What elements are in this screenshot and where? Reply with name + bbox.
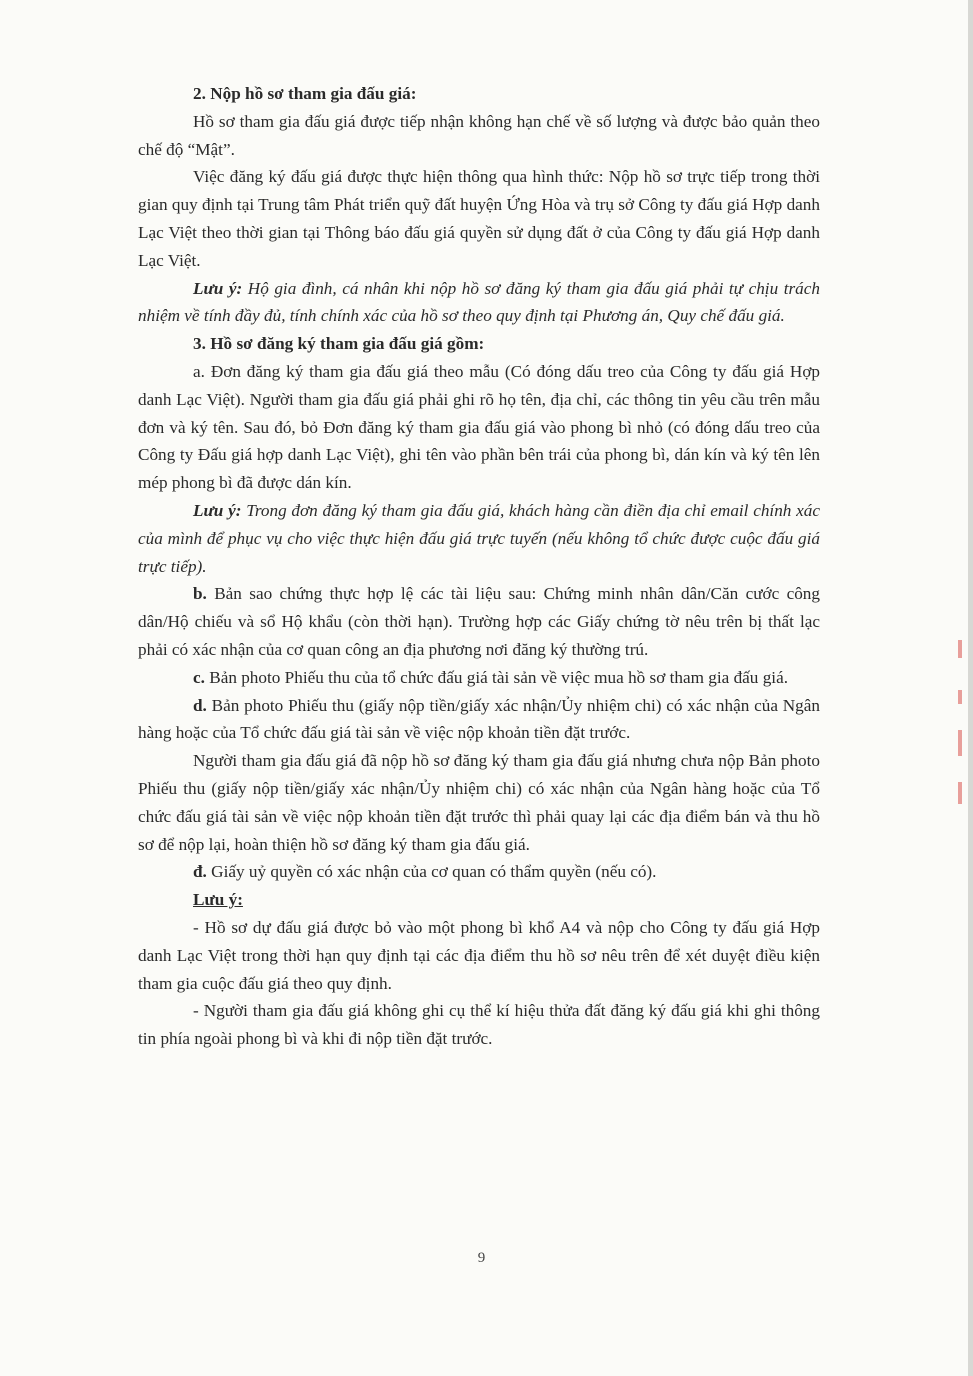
item-d-extra: Người tham gia đấu giá đã nộp hồ sơ đăng ký tham gia đấu giá nhưng chưa nộp Bản photo Phiếu thu (giấy nộp tiền/giấy xác nhận/Ủy nhiệm chi) có xác nhận của Ngân hàng hoặc của Tổ chức đấu giá tài sản về việc nộp khoản tiền đặt trước thì phải quay lại các địa điểm bán và thu hồ sơ để nộp lại, hoàn thiện hồ sơ đăng ký tham gia đấu giá. — [138, 751, 820, 854]
scan-artifact-mark — [958, 690, 962, 704]
final-note-2: - Người tham gia đấu giá không ghi cụ thể kí hiệu thửa đất đăng ký đấu giá khi ghi thông tin phía ngoài phong bì và khi đi nộp tiền đặt trước. — [138, 1001, 820, 1049]
section-2-heading: 2. Nộp hồ sơ tham gia đấu giá: — [193, 84, 417, 103]
scan-edge — [968, 0, 973, 1376]
item-b — [138, 580, 820, 663]
item-c-label: c. — [193, 667, 205, 687]
section-3-heading: 3. Hồ sơ đăng ký tham gia đấu giá gồm: — [193, 334, 485, 354]
item-a: a. Đơn đăng ký tham gia đấu giá theo mẫu (Có đóng dấu treo của Công ty đấu giá Hợp danh Lạc Việt). Người tham gia đấu giá phải ghi rõ họ tên, địa chỉ, các thông tin yêu cầu trên mẫu đơn và ký tên. Sau đó, bỏ Đơn đăng ký tham gia đấu giá vào phong bì nhỏ (có đóng dấu treo của Công ty Đấu giá hợp danh Lạc Việt), ghi tên vào phần bên trái của phong bì, dán kín và ký tên lên mép phong bì đã được dán kín. — [138, 361, 820, 493]
note-label: Lưu ý: — [193, 500, 242, 520]
item-b-text: Bản sao chứng thực hợp lệ các tài liệu sau: Chứng minh nhân dân/Căn cước công dân/Hộ chiếu và sổ Hộ khẩu (còn thời hạn). Trường hợp các Giấy chứng tờ nêu trên bị thất lạc phải có xác nhận của cơ quan công an địa phương nơi đăng ký thường trú. — [138, 584, 820, 659]
item-b-label: b. — [193, 584, 207, 604]
item-dd-label: đ. — [193, 862, 207, 882]
document-body — [138, 80, 820, 1053]
section-2-paragraph-1: Hồ sơ tham gia đấu giá được tiếp nhận không hạn chế về số lượng và được bảo quản theo chế độ “Mật”. — [138, 111, 820, 159]
section-2-paragraph-2: Việc đăng ký đấu giá được thực hiện thông qua hình thức: Nộp hồ sơ trực tiếp trong thời gian quy định tại Trung tâm Phát triển quỹ đất huyện Ứng Hòa và trụ sở Công ty đấu giá Hợp danh Lạc Việt theo thời gian tại Thông báo đấu giá quyền sử dụng đất ở của Công ty đấu giá Hợp danh Lạc Việt. — [138, 167, 820, 270]
note-label: Lưu ý: — [193, 278, 243, 298]
item-d — [138, 692, 820, 748]
note-text: Hộ gia đình, cá nhân khi nộp hồ sơ đăng ký tham gia đấu giá phải tự chịu trách nhiệm về tính đầy đủ, tính chính xác của hồ sơ theo quy định tại Phương án, Quy chế đấu giá. — [138, 278, 820, 326]
item-a-note — [138, 497, 820, 580]
page-number: 9 — [477, 1250, 486, 1266]
item-c-text: Bản photo Phiếu thu của tổ chức đấu giá tài sản về việc mua hồ sơ tham gia đấu giá. — [204, 667, 788, 687]
item-dd — [138, 858, 820, 886]
item-d-label: d. — [193, 695, 207, 715]
item-dd-text: Giấy uỷ quyền có xác nhận của cơ quan có thẩm quyền (nếu có). — [206, 862, 657, 882]
final-note-1: - Hồ sơ dự đấu giá được bỏ vào một phong bì khổ A4 và nộp cho Công ty đấu giá Hợp danh Lạc Việt trong thời hạn quy định tại các địa điểm thu hồ sơ nêu trên để xét duyệt điều kiện tham gia cuộc đấu giá theo quy định. — [138, 917, 820, 993]
scan-artifact-mark — [958, 730, 962, 756]
note-text: Trong đơn đăng ký tham gia đấu giá, khách hàng cần điền địa chỉ email chính xác của mình để phục vụ cho việc thực hiện đấu giá trực tuyến (nếu không tổ chức được cuộc đấu giá trực tiếp). — [138, 500, 820, 576]
item-c — [138, 664, 820, 692]
scan-artifact-mark — [958, 640, 962, 658]
scan-artifact-mark — [958, 782, 962, 804]
section-2-note — [138, 275, 820, 331]
item-d-text: Bản photo Phiếu thu (giấy nộp tiền/giấy xác nhận/Ủy nhiệm chi) có xác nhận của Ngân hàng hoặc của Tổ chức đấu giá tài sản về việc nộp khoản tiền đặt trước. — [138, 695, 820, 743]
final-note-label: Lưu ý: — [193, 890, 243, 910]
